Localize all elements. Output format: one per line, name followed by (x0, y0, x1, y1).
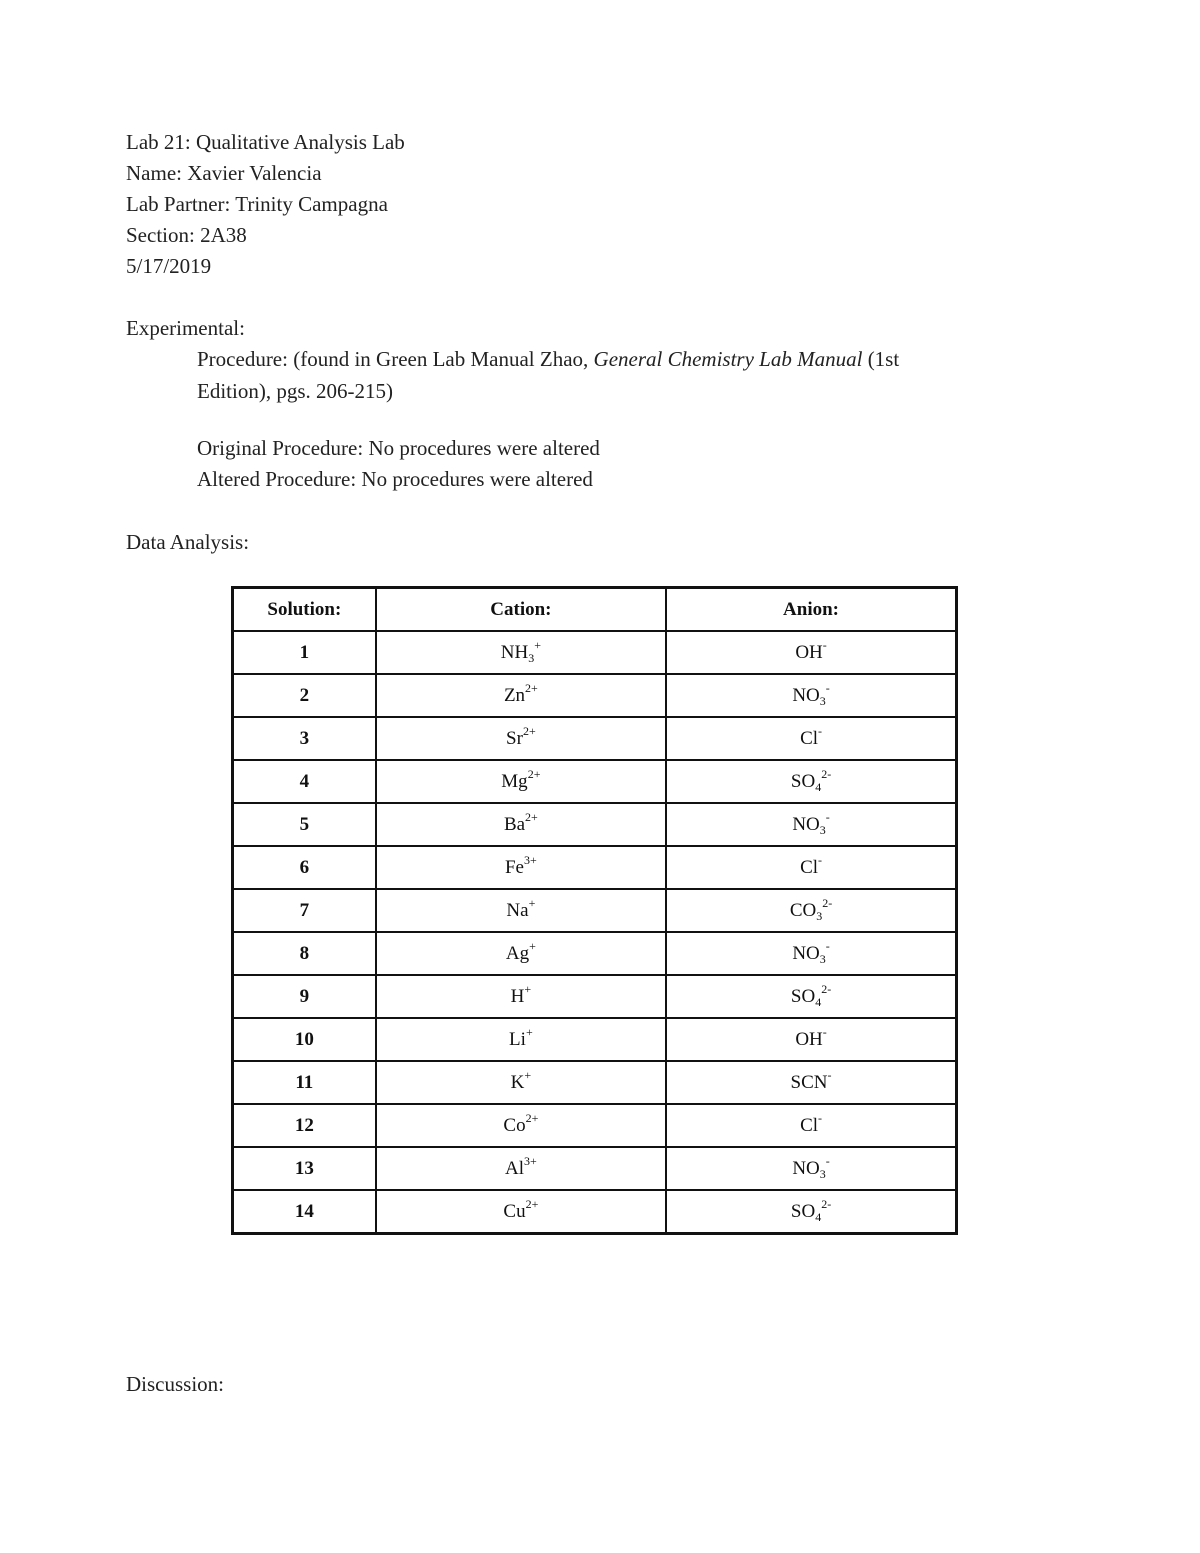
anion-cell-symbol: NO (792, 684, 820, 706)
anion-cell (666, 975, 956, 1018)
anion-cell-charge: 2- (821, 981, 832, 996)
anion-cell-subscript: 4 (815, 1209, 822, 1224)
cation-cell-charge: 3+ (523, 852, 537, 867)
cation-cell (376, 1147, 666, 1190)
data-analysis-heading: Data Analysis: (126, 530, 250, 554)
anion-cell (666, 631, 956, 674)
anion-cell-charge: 2- (822, 895, 833, 910)
procedure-prefix: Procedure: (found in Green Lab Manual Zhao, (197, 347, 594, 371)
anion-cell-subscript: 3 (819, 822, 826, 837)
anion-cell-symbol: SO (790, 985, 816, 1007)
cation-cell-symbol: Sr (506, 727, 523, 749)
solution-number: 9 (233, 975, 376, 1018)
table-header-row (233, 588, 957, 632)
lab-title: Lab 21: Qualitative Analysis Lab (126, 130, 405, 154)
anion-cell (666, 1147, 956, 1190)
solution-number: 11 (233, 1061, 376, 1104)
anion-cell (666, 674, 956, 717)
anion-cell-charge: - (825, 1153, 830, 1168)
cation-cell-symbol: NH (500, 641, 529, 663)
anion-cell-charge: - (825, 938, 830, 953)
cation-cell-symbol: Co (503, 1114, 526, 1136)
anion-cell-charge: - (818, 852, 823, 867)
cation-cell-charge: 2+ (525, 680, 538, 695)
anion-cell-symbol: SO (790, 1200, 816, 1222)
procedure-book-title: General Chemistry Lab Manual (593, 347, 863, 371)
anion-cell-charge: - (825, 680, 830, 695)
date-label: 5/17/2019 (126, 254, 212, 278)
header-cation: Cation: (376, 588, 666, 632)
cation-cell (376, 717, 666, 760)
table-row (233, 1018, 957, 1061)
anion-cell-charge: 2- (821, 766, 832, 781)
cation-cell (376, 846, 666, 889)
header-anion: Anion: (666, 588, 956, 632)
cation-cell (376, 1190, 666, 1234)
procedure-paragraph (197, 345, 1017, 409)
cation-cell-symbol: Li (509, 1028, 526, 1050)
anion-cell (666, 1018, 956, 1061)
anion-cell (666, 803, 956, 846)
table-row (233, 1190, 957, 1234)
table-body (233, 631, 957, 1234)
anion-cell-symbol: SO (790, 770, 816, 792)
solution-number: 13 (233, 1147, 376, 1190)
cation-cell-charge: 2+ (525, 809, 538, 824)
procedure-notes (197, 434, 600, 496)
table-row (233, 717, 957, 760)
anion-cell-subscript: 3 (819, 693, 826, 708)
cation-cell-charge: + (529, 938, 536, 953)
cation-cell-subscript: 3 (528, 650, 535, 665)
solution-number: 6 (233, 846, 376, 889)
cation-cell-charge: + (525, 1024, 533, 1039)
cation-cell-symbol: Al (504, 1157, 524, 1179)
solution-number: 4 (233, 760, 376, 803)
cation-cell-charge: + (524, 981, 532, 996)
cation-cell-charge: 2+ (527, 766, 541, 781)
cation-cell-symbol: K (510, 1071, 525, 1093)
procedure-line-2: Edition), pgs. 206-215) (197, 379, 393, 403)
cation-cell-symbol: Ag (505, 942, 530, 964)
cation-cell-charge: + (524, 1067, 532, 1082)
cation-cell (376, 889, 666, 932)
table-row (233, 631, 957, 674)
anion-cell-symbol: Cl (800, 856, 819, 878)
cation-cell (376, 760, 666, 803)
procedure-edition: (1st (862, 347, 900, 371)
table-row (233, 846, 957, 889)
cation-cell-charge: 3+ (523, 1153, 537, 1168)
cation-cell (376, 803, 666, 846)
anion-cell-charge: - (827, 1067, 832, 1082)
cation-cell-symbol: H (510, 985, 525, 1007)
cation-cell (376, 1018, 666, 1061)
anion-cell-subscript: 4 (815, 779, 822, 794)
cation-cell (376, 1104, 666, 1147)
altered-procedure: Altered Procedure: No procedures were altered (197, 467, 593, 491)
anion-cell-charge: 2- (821, 1196, 832, 1211)
document-header (126, 128, 405, 283)
anion-cell (666, 717, 956, 760)
student-name: Name: Xavier Valencia (126, 161, 322, 185)
cation-cell (376, 674, 666, 717)
cation-cell-charge: 2+ (522, 723, 536, 738)
solution-number: 3 (233, 717, 376, 760)
discussion-heading: Discussion: (126, 1372, 225, 1396)
anion-cell-symbol: NO (792, 813, 820, 835)
anion-cell (666, 932, 956, 975)
cation-cell-charge: 2+ (525, 1196, 539, 1211)
anion-cell-symbol: OH (795, 1028, 823, 1050)
cation-cell-symbol: Ba (503, 813, 526, 835)
lab-partner: Lab Partner: Trinity Campagna (126, 192, 388, 216)
anion-cell-charge: - (825, 809, 830, 824)
anion-cell-subscript: 4 (815, 994, 822, 1009)
solution-number: 10 (233, 1018, 376, 1061)
anion-cell-subscript: 3 (819, 951, 826, 966)
anion-cell (666, 760, 956, 803)
table-row (233, 760, 957, 803)
experimental-heading: Experimental: (126, 316, 245, 340)
solution-number: 12 (233, 1104, 376, 1147)
solution-number: 7 (233, 889, 376, 932)
header-solution: Solution: (233, 588, 376, 632)
cation-cell-symbol: Mg (501, 770, 528, 792)
table-row (233, 889, 957, 932)
anion-cell-symbol: NO (792, 1157, 820, 1179)
anion-cell (666, 1104, 956, 1147)
table-row (233, 1061, 957, 1104)
cation-cell-charge: + (534, 637, 541, 652)
anion-cell-subscript: 3 (816, 908, 823, 923)
cation-cell (376, 975, 666, 1018)
cation-cell-charge: 2+ (525, 1110, 539, 1125)
cation-cell (376, 932, 666, 975)
section-label: Section: 2A38 (126, 223, 247, 247)
solution-number: 8 (233, 932, 376, 975)
anion-cell-charge: - (818, 1110, 823, 1125)
cation-cell-symbol: Na (506, 899, 529, 921)
ion-table (231, 586, 958, 1235)
cation-cell-symbol: Zn (503, 684, 526, 706)
anion-cell-subscript: 3 (819, 1166, 826, 1181)
original-procedure: Original Procedure: No procedures were altered (197, 436, 600, 460)
cation-cell (376, 1061, 666, 1104)
anion-cell (666, 1190, 956, 1234)
anion-cell-symbol: Cl (800, 1114, 819, 1136)
anion-cell (666, 1061, 956, 1104)
table-row (233, 674, 957, 717)
cation-cell-charge: + (528, 895, 536, 910)
cation-cell-symbol: Fe (504, 856, 524, 878)
solution-number: 5 (233, 803, 376, 846)
anion-cell (666, 846, 956, 889)
solution-number: 2 (233, 674, 376, 717)
anion-cell-symbol: SCN (790, 1071, 828, 1093)
anion-cell-symbol: Cl (800, 727, 819, 749)
anion-cell-symbol: OH (795, 641, 823, 663)
cation-cell-symbol: Cu (503, 1200, 526, 1222)
table-row (233, 1147, 957, 1190)
solution-number: 1 (233, 631, 376, 674)
table-row (233, 1104, 957, 1147)
anion-cell-charge: - (822, 1024, 827, 1039)
anion-cell-charge: - (822, 637, 827, 652)
anion-cell-charge: - (818, 723, 823, 738)
anion-cell-symbol: CO (789, 899, 817, 921)
solution-number: 14 (233, 1190, 376, 1234)
anion-cell (666, 889, 956, 932)
table-row (233, 975, 957, 1018)
table-row (233, 932, 957, 975)
anion-cell-symbol: NO (792, 942, 820, 964)
table-row (233, 803, 957, 846)
cation-cell (376, 631, 666, 674)
